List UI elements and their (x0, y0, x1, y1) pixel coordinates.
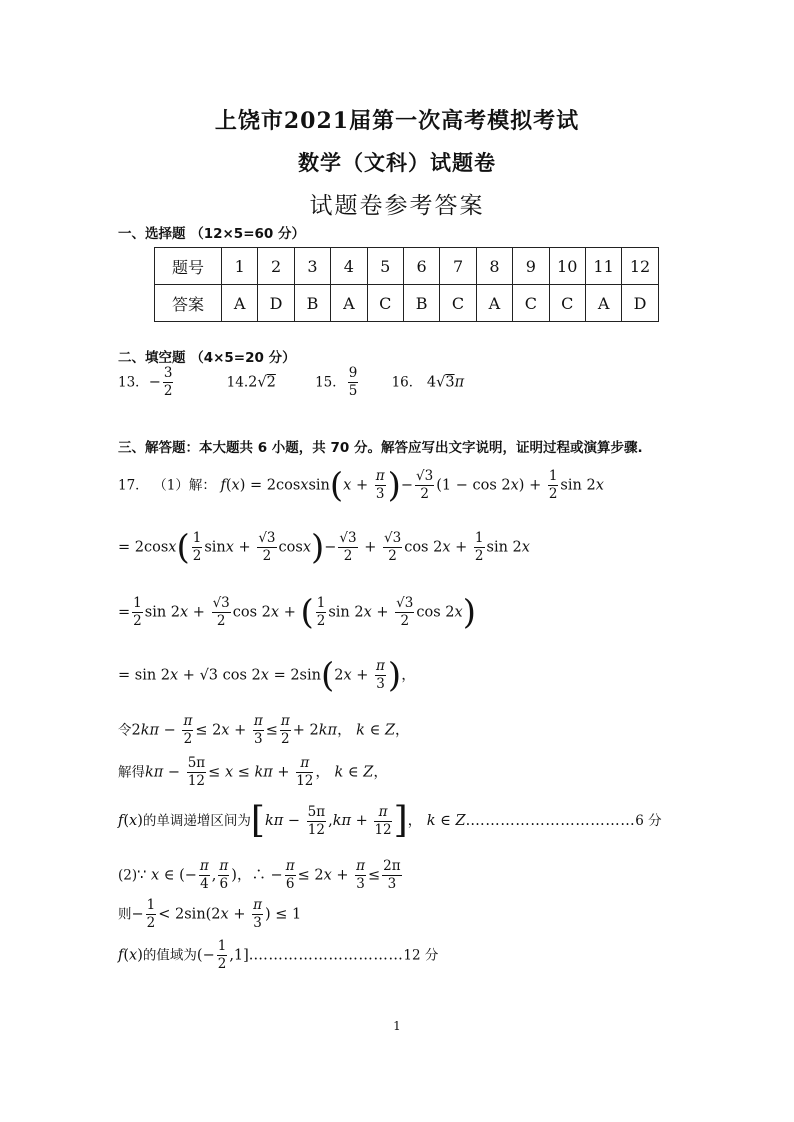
q17-jiede: 解得 (118, 764, 145, 781)
table-cell: 12 (622, 248, 658, 285)
exam-title: 上饶市2021届第一次高考模拟考试 (214, 108, 580, 134)
q17-line-6: 解得kπ − $\frac{5\pi}{12}$ ≤ x ≤ kπ + $\frac{\pi}{12}$ ， k ∈ Z， (118, 755, 388, 789)
q17-part2-label: (2) (118, 867, 138, 884)
q17-label: 17． (118, 477, 149, 494)
table-cell: 5 (367, 248, 403, 285)
q17-line-2: = 2cosx( $\frac{1}{2}$ sinx + $\frac{√3}{2}$ cosx)− $\frac{√3}{2}$ + $\frac{√3}{2}$ cos 2x + $\frac{1}{2}$ sin 2x (118, 527, 530, 568)
table-cell: C (513, 285, 549, 322)
q17-line-1: 17． （1）解： f(x) = 2cosxsin(x + $\frac{\pi}{3}$ )− $\frac{√3}{2}$ (1 − cos 2x) + $\frac{1}{2}$ sin 2x (118, 465, 604, 506)
table-row-answers (155, 285, 659, 322)
table-cell: A (222, 285, 258, 322)
table-cell: C (367, 285, 403, 322)
table-cell: A (585, 285, 621, 322)
q17-line-7: f(x)的单调递增区间为[kπ − $\frac{5\pi}{12}$ ,kπ + $\frac{\pi}{12}$ ]， k ∈ Z.……………………………6 分 (118, 800, 662, 841)
exam-subtitle: 数学（文科）试题卷 (298, 150, 496, 175)
table-cell: B (294, 285, 330, 322)
table-cell: 10 (549, 248, 585, 285)
table-cell: C (440, 285, 476, 322)
table-cell: C (549, 285, 585, 322)
table-cell: 2 (258, 248, 294, 285)
q17-line-4: = sin 2x + √3 cos 2x = 2sin(2x + $\frac{\pi}{3}$ )， (118, 655, 416, 696)
answer-table (154, 247, 659, 322)
table-cell: 8 (476, 248, 512, 285)
q17-interval-text: 的单调递增区间为 (142, 813, 251, 829)
table-cell: B (403, 285, 439, 322)
table-cell: 4 (331, 248, 367, 285)
q17-part1-label: （1）解： (153, 477, 216, 494)
q17-line-10: f(x)的值域为(− $\frac{1}{2}$ ,1].…………………………12 分 (118, 938, 439, 972)
table-cell: 1 (222, 248, 258, 285)
table-header-number: 题号 (155, 248, 222, 285)
section-solutions: 三、解答题：本大题共 6 小题，共 70 分。解答应写出文字说明，证明过程或演算步骤. (118, 440, 643, 456)
q17-score-6: 6 分 (635, 813, 662, 829)
q17-ling: 令 (118, 722, 132, 739)
q17-line-3: = $\frac{1}{2}$ sin 2x + $\frac{√3}{2}$ cos 2x + ( $\frac{1}{2}$ sin 2x + $\frac{√3}{2}$ cos 2x) (118, 592, 476, 633)
table-row-numbers (155, 248, 659, 285)
q17-score-12: 12 分 (403, 947, 439, 964)
page-number: 1 (393, 1019, 401, 1033)
q13-label: 13． (118, 374, 149, 391)
table-cell: 7 (440, 248, 476, 285)
q17-line-8: (2)∵ x ∈ (− $\frac{\pi}{4}$ , $\frac{\pi}{6}$ )，∴ − $\frac{\pi}{6}$ ≤ 2x + $\frac{\pi}{3}$ ≤ $\frac{2\pi}{3}$ (118, 858, 401, 892)
q17-range-text: 的值域为 (142, 947, 197, 964)
table-cell: A (476, 285, 512, 322)
table-cell: D (258, 285, 294, 322)
q17-line-5: 令2kπ − $\frac{\pi}{2}$ ≤ 2x + $\frac{\pi}{3}$ ≤ $\frac{\pi}{2}$ + 2kπ， k ∈ Z， (118, 713, 410, 747)
answer-key-heading: 试题卷参考答案 (309, 193, 485, 219)
table-header-answer: 答案 (155, 285, 222, 322)
table-cell: 11 (585, 248, 621, 285)
table-cell: A (331, 285, 367, 322)
section-multiple-choice: 一、选择题 （12×5=60 分） (118, 226, 305, 242)
section-fill-in: 二、填空题 （4×5=20 分） (118, 350, 296, 366)
table-cell: 3 (294, 248, 330, 285)
q14-label: 14. (226, 374, 249, 391)
q17-ze: 则 (118, 906, 132, 923)
table-cell: 6 (403, 248, 439, 285)
q16-label: 16． (391, 374, 423, 391)
q17-line-9: 则− $\frac{1}{2}$ < 2sin(2x + $\frac{\pi}{3}$ ) ≤ 1 (118, 897, 302, 931)
q15-label: 15． (315, 374, 346, 391)
table-cell: 9 (513, 248, 549, 285)
table-cell: D (622, 285, 658, 322)
fill-answers: 13．− $\frac{3}{2}$ 14.2√2 15． $\frac{9}{5}$ 16． 4√3π (118, 365, 465, 399)
